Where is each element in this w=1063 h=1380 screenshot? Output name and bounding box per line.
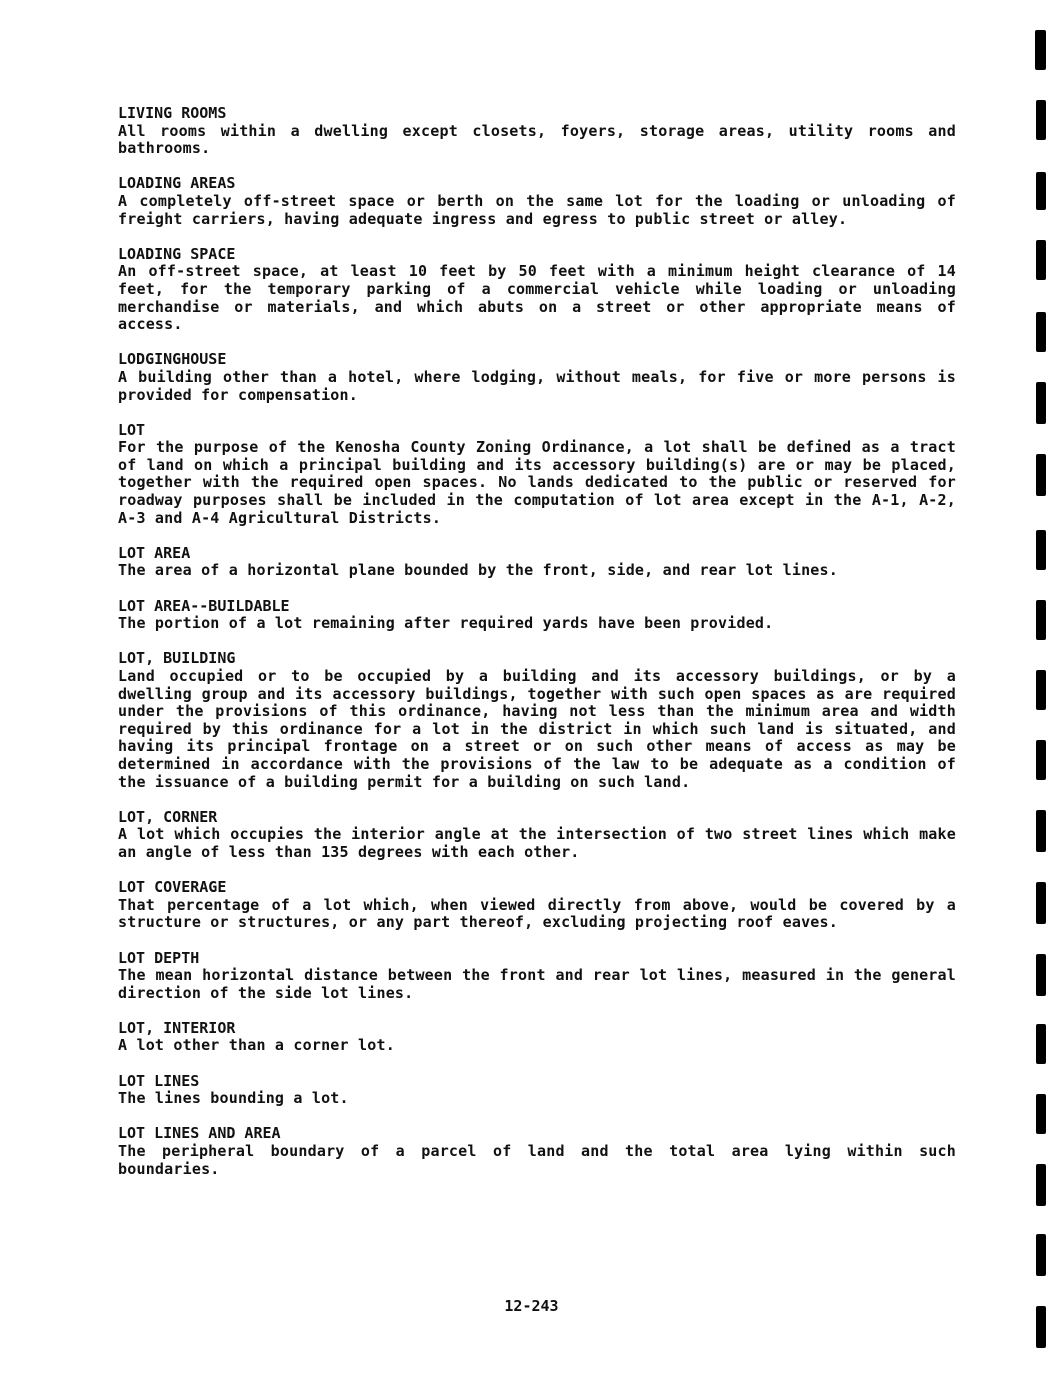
definition-entry <box>118 1020 956 1055</box>
definition-term: LOADING SPACE <box>118 244 236 263</box>
scan-edge-mark <box>1036 600 1046 640</box>
definition-entry <box>118 598 956 633</box>
definition-text: A building other than a hotel, where lodging, without meals, for five or more persons is provided for compensation. <box>118 367 956 404</box>
scan-edge-mark <box>1036 954 1046 996</box>
definition-entry <box>118 879 956 932</box>
definition-text: All rooms within a dwelling except closets, foyers, storage areas, utility rooms and bathrooms. <box>118 121 956 158</box>
definition-entry <box>118 545 956 580</box>
definition-text: A completely off-street space or berth on the same lot for the loading or unloading of freight carriers, having adequate ingress and egress to public street or alley. <box>118 191 956 228</box>
definition-text: That percentage of a lot which, when viewed directly from above, would be covered by a structure or structures, or any part thereof, excluding projecting roof eaves. <box>118 895 956 932</box>
definition-text: The mean horizontal distance between the front and rear lot lines, measured in the general direction of the side lot lines. <box>118 966 956 1002</box>
definition-text: The area of a horizontal plane bounded by the front, side, and rear lot lines. <box>118 561 838 580</box>
definition-text: Land occupied or to be occupied by a building and its accessory buildings, or by a dwelling group and its accessory buildings, together with such open spaces as are required under the provisions of this ordinance, having not less than the minimum area and width required by this ordinance for a lot in the district in which such land is situated, and having its principal frontage on a street or on such other means of access as may be determined in accordance with the provisions of the law to be adequate as a condition of the issuance of a building permit for a building on such land. <box>118 667 956 791</box>
definition-term: LOT AREA <box>118 543 191 562</box>
scan-edge-mark <box>1036 1094 1046 1134</box>
scan-edge-mark <box>1036 312 1046 352</box>
definition-text: An off-street space, at least 10 feet by 50 feet with a minimum height clearance of 14 feet, for the temporary parking of a commercial vehicle while loading or unloading merchandise or materials, and which abuts on a street or other appropriate means of access. <box>118 262 956 334</box>
definition-entry <box>118 351 956 404</box>
scan-edge-mark <box>1036 530 1046 570</box>
definition-entry <box>118 1125 956 1178</box>
scan-edge-mark <box>1036 454 1046 496</box>
definition-term: LOADING AREAS <box>118 174 236 193</box>
scan-edge-mark <box>1036 1234 1046 1276</box>
scan-edge-mark <box>1036 1164 1046 1206</box>
definition-term: LOT, BUILDING <box>118 649 236 668</box>
scan-edge-mark <box>1036 882 1046 924</box>
definition-entry <box>118 809 956 862</box>
definition-text: For the purpose of the Kenosha County Zoning Ordinance, a lot shall be defined as a tract of land on which a principal building and its accessory building(s) are or may be placed, together with the required open spaces. No lands dedicated to the public or reserved for roadway purposes shall be included in the computation of lot area except in the A-1, A-2, A-3 and A-4 Agricultural Districts. <box>118 438 956 527</box>
definition-term: LOT COVERAGE <box>118 878 227 897</box>
scan-edge-mark <box>1036 382 1046 424</box>
scan-edge-mark <box>1036 240 1046 280</box>
definition-term: LODGINGHOUSE <box>118 350 227 369</box>
definition-entry <box>118 950 956 1003</box>
definition-term: LOT, INTERIOR <box>118 1018 236 1037</box>
scan-edge-mark <box>1036 1024 1046 1064</box>
definition-entry <box>118 1073 956 1108</box>
page-number: 12-243 <box>504 1297 559 1315</box>
definition-text: A lot other than a corner lot. <box>118 1036 395 1055</box>
definition-term: LOT, CORNER <box>118 807 218 826</box>
definition-entry <box>118 650 956 791</box>
definition-term: LIVING ROOMS <box>118 104 227 122</box>
definition-term: LOT DEPTH <box>118 948 200 967</box>
definition-text: A lot which occupies the interior angle at the intersection of two street lines which make an angle of less than 135 degrees with each other. <box>118 825 956 861</box>
definition-text: The peripheral boundary of a parcel of land and the total area lying within such boundaries. <box>118 1142 956 1178</box>
scan-edge-mark <box>1036 100 1046 140</box>
definitions-list <box>118 105 956 1196</box>
definition-entry <box>118 422 956 528</box>
definition-entry <box>118 105 956 158</box>
definition-term: LOT <box>118 420 146 439</box>
scan-edge-mark <box>1036 670 1046 710</box>
scan-edge-mark <box>1036 172 1046 210</box>
definition-term: LOT LINES <box>118 1071 200 1090</box>
scan-edge-mark <box>1036 740 1046 780</box>
definition-term: LOT LINES AND AREA <box>118 1124 281 1143</box>
scan-edge-mark <box>1035 30 1046 70</box>
scan-edge-mark <box>1036 810 1046 852</box>
definition-entry <box>118 175 956 228</box>
definition-text: The portion of a lot remaining after required yards have been provided. <box>118 614 774 633</box>
definition-entry <box>118 246 956 334</box>
definition-text: The lines bounding a lot. <box>118 1089 349 1108</box>
definition-term: LOT AREA--BUILDABLE <box>118 596 290 615</box>
scan-edge-mark <box>1036 1306 1046 1348</box>
